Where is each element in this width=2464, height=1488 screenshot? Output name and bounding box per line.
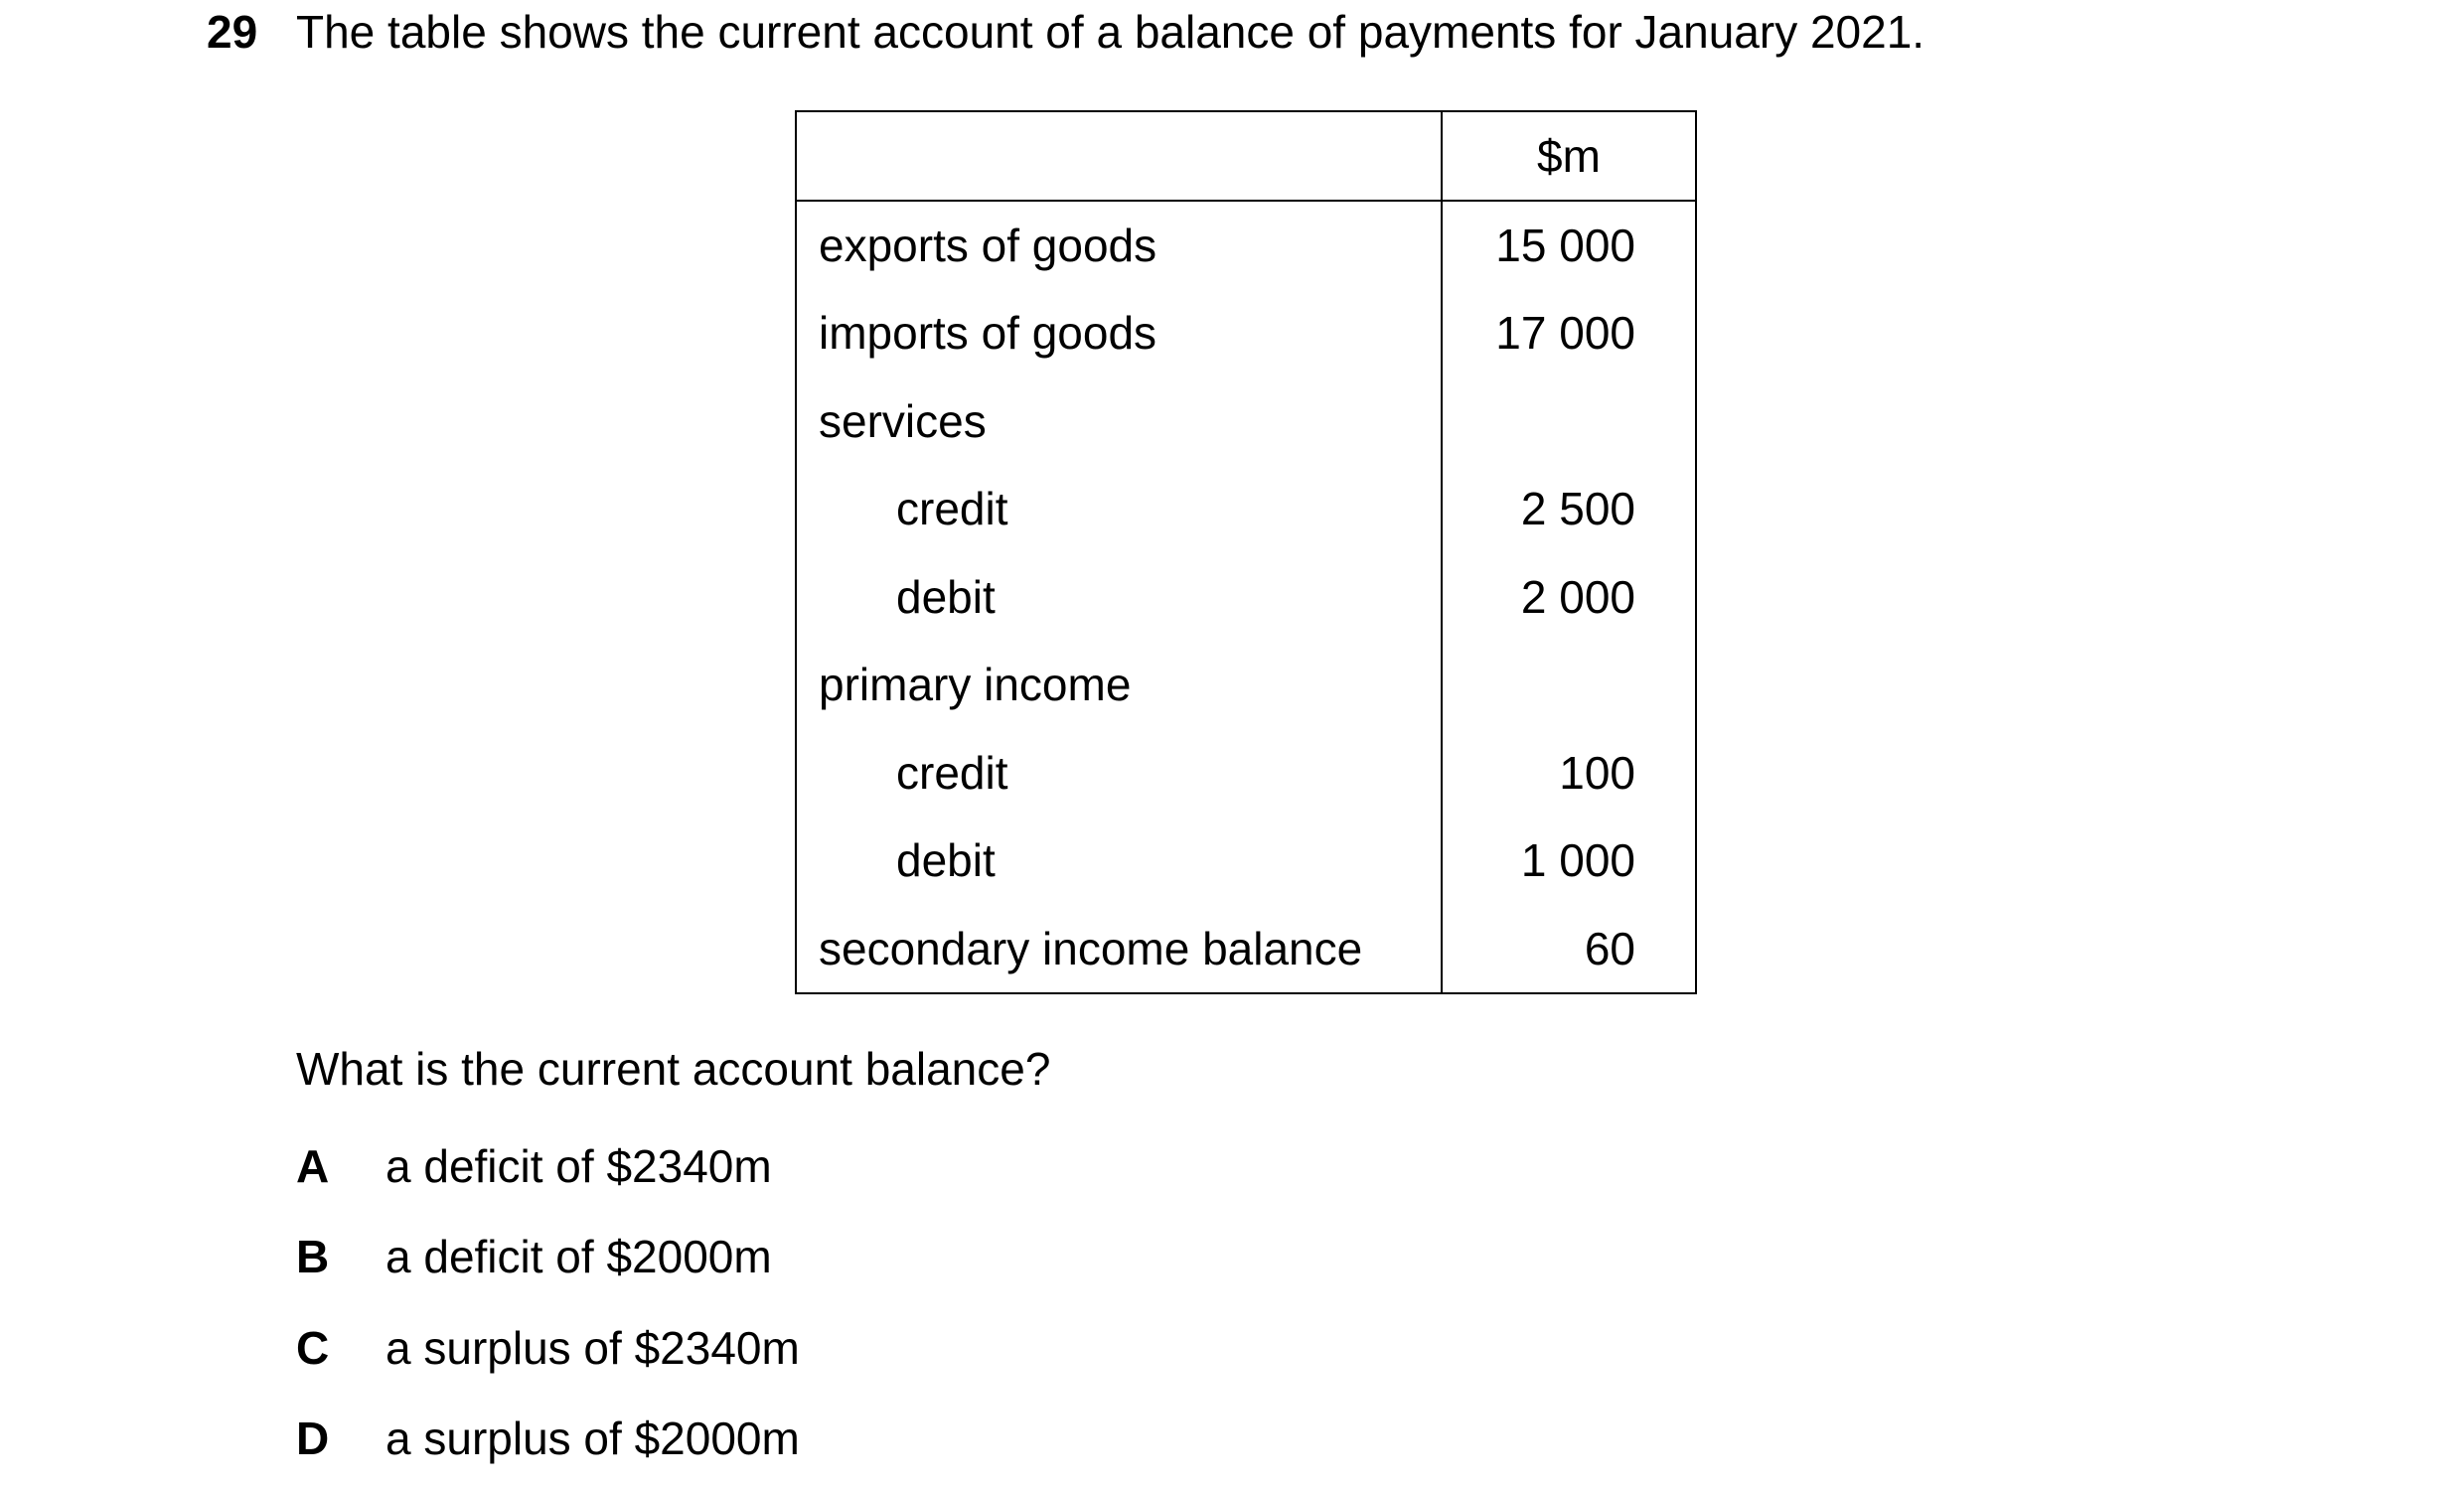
table-row	[796, 201, 1696, 289]
header-label-cell	[796, 111, 1442, 201]
option-letter: A	[296, 1140, 330, 1192]
table-row	[796, 817, 1696, 905]
row-label: debit	[796, 553, 1442, 642]
row-label: debit	[796, 817, 1442, 905]
option-b[interactable]	[296, 1225, 772, 1288]
option-text: a deficit of $2340m	[385, 1140, 772, 1192]
unit-header: $m	[1442, 111, 1696, 201]
table-row	[796, 729, 1696, 818]
table-row	[796, 465, 1696, 553]
option-letter: C	[296, 1322, 330, 1374]
table-row	[796, 377, 1696, 466]
option-a[interactable]	[296, 1134, 772, 1198]
row-label: services	[796, 377, 1442, 466]
option-text: a deficit of $2000m	[385, 1231, 772, 1282]
table-row	[796, 289, 1696, 377]
option-letter: D	[296, 1413, 330, 1464]
row-value	[1442, 641, 1696, 729]
row-label: exports of goods	[796, 201, 1442, 289]
row-value: 17 000	[1442, 289, 1696, 377]
row-value: 15 000	[1442, 201, 1696, 289]
row-label: secondary income balance	[796, 905, 1442, 993]
table-row	[796, 641, 1696, 729]
row-value: 100	[1442, 729, 1696, 818]
question-number: 29	[207, 6, 258, 58]
option-c[interactable]	[296, 1316, 800, 1380]
current-account-table	[795, 110, 1697, 994]
option-letter: B	[296, 1231, 330, 1282]
row-label: credit	[796, 729, 1442, 818]
option-text: a surplus of $2340m	[385, 1322, 800, 1374]
row-label: credit	[796, 465, 1442, 553]
table-header-row	[796, 111, 1696, 201]
option-text: a surplus of $2000m	[385, 1413, 800, 1464]
row-value	[1442, 377, 1696, 466]
question-stem: The table shows the current account of a balance of payments for January 2021.	[296, 6, 1925, 58]
table-row	[796, 553, 1696, 642]
row-value: 2 500	[1442, 465, 1696, 553]
row-value: 2 000	[1442, 553, 1696, 642]
option-d[interactable]	[296, 1407, 800, 1470]
row-value: 1 000	[1442, 817, 1696, 905]
row-label: primary income	[796, 641, 1442, 729]
row-label: imports of goods	[796, 289, 1442, 377]
question-prompt: What is the current account balance?	[296, 1043, 1051, 1095]
table-row	[796, 905, 1696, 993]
row-value: 60	[1442, 905, 1696, 993]
